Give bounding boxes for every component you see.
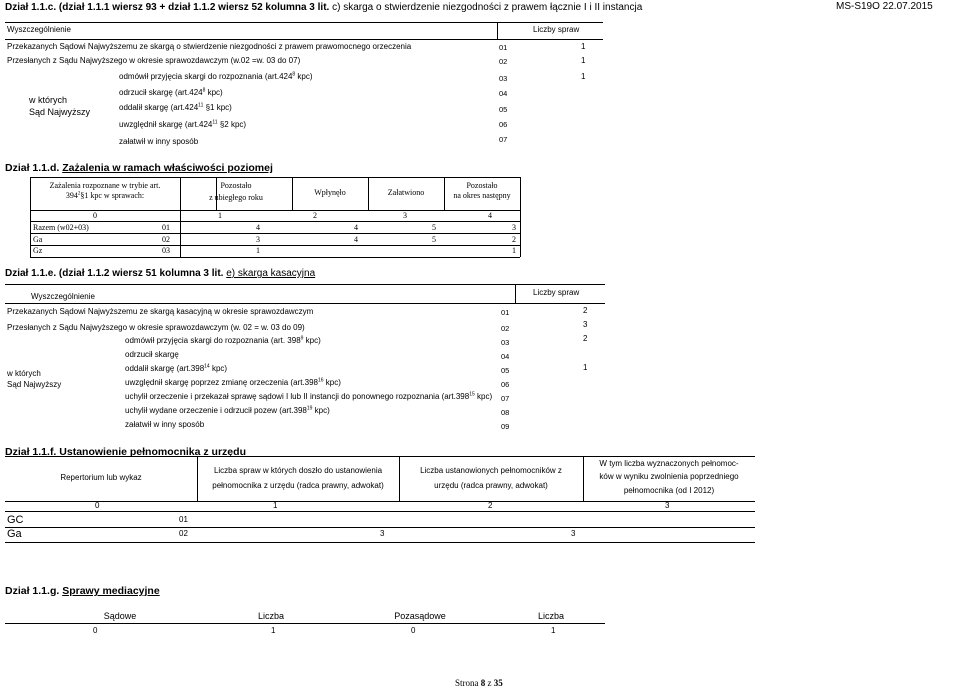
table-row-label: Przekazanych Sądowi Najwyższemu ze skargą kasacyjną w okresie sprawozdawczym xyxy=(7,307,314,316)
section-f-table xyxy=(5,456,755,542)
section-e-title: Dział 1.1.e. (dział 1.1.2 wiersz 51 kolumna 3 lit. e) skarga kasacyjna xyxy=(5,268,316,279)
row-value: 1 xyxy=(581,56,586,65)
section-c-table xyxy=(5,22,603,150)
table-row-label: odmówił przyjęcia skargi do rozpoznania (art.424$^8$ kpc) xyxy=(119,71,313,81)
header-cell: Wpłynęło xyxy=(314,188,346,197)
section-e-table xyxy=(5,284,605,432)
table-row-label: odmówił przyjęcia skargi do rozpoznania (art. $398^9$ kpc) xyxy=(125,335,321,345)
header-cell: pełnomocnika (od I 2012) xyxy=(623,486,715,495)
row-number: 06 xyxy=(501,380,510,389)
row-number: 03 xyxy=(162,246,170,255)
table-row-label: oddalił skargę (art.424$^{11}$ §1 kpc) xyxy=(119,102,232,112)
header-cell: $394^2\S 1$ kpc w sprawach: xyxy=(65,191,145,200)
column-number: 2 xyxy=(488,501,493,510)
header-cell: Zażalenia rozpoznane w trybie art. xyxy=(49,181,161,190)
document-code: MS-S19O 22.07.2015 xyxy=(836,1,933,12)
row-number: 03 xyxy=(499,74,508,83)
row-number: 05 xyxy=(501,366,510,375)
group-label: w których xyxy=(7,369,41,378)
column-header-label: Wyszczególnienie xyxy=(31,292,95,301)
header-cell: z ubiegłego roku xyxy=(209,193,263,202)
column-number: 1 xyxy=(273,501,278,510)
section-g-title: Dział 1.1.g. Sprawy mediacyjne xyxy=(5,585,160,597)
row-number: 02 xyxy=(501,324,510,333)
group-label: Sąd Najwyższy xyxy=(7,380,62,389)
header-cell: pełnomocnika z urzędu (radca prawny, adwokat) xyxy=(212,481,384,490)
section-g-table xyxy=(5,608,605,638)
cell-value: 1 xyxy=(271,626,276,635)
header-cell: Liczba ustanowionych pełnomocników z xyxy=(420,466,562,475)
table-row-label: Ga xyxy=(7,528,22,540)
table-row-label: Gz xyxy=(33,246,43,255)
table-row-label: uchylił wydane orzeczenie i odrzucił pozew (art.398$^{19}$ kpc) xyxy=(125,405,330,415)
header-cell: ków w wyniku zwolnienia poprzedniego xyxy=(599,472,739,481)
table-row-label: Przesłanych z Sądu Najwyższego w okresie sprawozdawczym (w.02 =w. 03 do 07) xyxy=(7,56,301,65)
header-cell: Repertorium lub wykaz xyxy=(60,473,142,482)
row-value: 1 xyxy=(581,72,586,81)
table-row-label: uchylił orzeczenie i przekazał sprawę sądowi I lub II instancji do ponownego rozpoznania (art.398$^{15}$ kpc) xyxy=(125,391,493,401)
column-number: 2 xyxy=(313,211,317,220)
header-cell: Pozasądowe xyxy=(394,611,446,621)
row-number: 01 xyxy=(162,223,170,232)
table-row-label: uwzględnił skargę poprzez zmianę orzeczenia (art.398$^{16}$ kpc) xyxy=(125,377,341,387)
table-row-label: załatwił w inny sposób xyxy=(119,137,199,146)
row-number: 09 xyxy=(501,422,510,431)
table-row-label: Przekazanych Sądowi Najwyższemu ze skargą o stwierdzenie niezgodności z prawem prawomocnego orzeczenia xyxy=(7,42,412,51)
column-number: 1 xyxy=(218,211,222,220)
column-number: 4 xyxy=(488,211,492,220)
cell-value: 3 xyxy=(380,529,385,538)
cell-value: 4 xyxy=(354,235,358,244)
row-number: 04 xyxy=(499,89,508,98)
table-row-label: GC xyxy=(7,514,24,526)
cell-value: 3 xyxy=(256,235,260,244)
cell-value: 1 xyxy=(256,246,260,255)
cell-value: 3 xyxy=(571,529,576,538)
row-value: 3 xyxy=(583,320,588,329)
header-cell: Pozostało xyxy=(220,181,252,190)
table-row-label: Przesłanych z Sądu Najwyższego w okresie sprawozdawczym (w. 02 = w. 03 do 09) xyxy=(7,323,305,332)
column-header-value: Liczby spraw xyxy=(533,25,580,34)
row-value: 2 xyxy=(583,334,588,343)
row-number: 01 xyxy=(179,515,188,524)
row-number: 07 xyxy=(499,135,508,144)
cell-value: 0 xyxy=(411,626,416,635)
row-number: 07 xyxy=(501,394,510,403)
column-number: 0 xyxy=(93,211,97,220)
row-number: 02 xyxy=(162,235,170,244)
column-number: 3 xyxy=(665,501,670,510)
row-number: 01 xyxy=(499,43,508,52)
table-row-label: Razem (w02+03) xyxy=(33,223,89,232)
table-row-label: odrzucił skargę xyxy=(125,350,179,359)
header-cell: na okres następny xyxy=(453,191,511,200)
header-cell: Pozostało xyxy=(466,181,498,190)
row-number: 05 xyxy=(499,105,508,114)
header-cell: Liczba xyxy=(257,611,284,621)
row-number: 02 xyxy=(179,529,188,538)
cell-value: 4 xyxy=(256,223,260,232)
header-cell: Liczba spraw w których doszło do ustanowienia xyxy=(213,466,383,475)
cell-value: 1 xyxy=(551,626,556,635)
header-cell: urzędu (radca prawny, adwokat) xyxy=(434,481,548,490)
cell-value: 5 xyxy=(432,223,436,232)
group-label: w których xyxy=(29,95,68,105)
header-cell: W tym liczba wyznaczonych pełnomoc- xyxy=(599,459,739,468)
section-c-title: Dział 1.1.c. (dział 1.1.1 wiersz 93 + dział 1.1.2 wiersz 52 kolumna 3 lit. c) skarga o stwierdzenie niezgodności z prawem łącznie I i II instancja xyxy=(5,2,643,13)
section-d-title: Dział 1.1.d. Zażalenia w ramach właściwości poziomej xyxy=(5,162,273,174)
cell-value: 0 xyxy=(93,626,98,635)
page-footer: Strona 8 z 35 xyxy=(455,678,503,688)
header-cell: Sądowe xyxy=(103,611,137,621)
row-value: 1 xyxy=(583,363,588,372)
header-cell: Załatwiono xyxy=(387,188,425,197)
section-f-title: Dział 1.1.f. Ustanowienie pełnomocnika z urzędu xyxy=(5,446,246,458)
row-number: 02 xyxy=(499,57,508,66)
column-header-label: Wyszczególnienie xyxy=(7,25,71,34)
header-cell: Liczba xyxy=(537,611,564,621)
column-number: 0 xyxy=(95,501,100,510)
cell-value: 2 xyxy=(512,235,516,244)
row-number: 01 xyxy=(501,308,510,317)
table-row-label: Ga xyxy=(33,235,43,244)
table-row-label: oddalił skargę (art.398$^{14}$ kpc) xyxy=(125,363,228,373)
group-label: Sąd Najwyższy xyxy=(29,107,91,117)
row-number: 08 xyxy=(501,408,510,417)
cell-value: 4 xyxy=(354,223,358,232)
row-number: 06 xyxy=(499,120,508,129)
row-number: 03 xyxy=(501,338,510,347)
row-number: 04 xyxy=(501,352,510,361)
cell-value: 1 xyxy=(512,246,516,255)
table-row-label: odrzucił skargę (art.424$^8$ kpc) xyxy=(119,87,223,97)
column-header-value: Liczby spraw xyxy=(533,288,580,297)
section-d-table xyxy=(30,177,520,257)
table-row-label: załatwił w inny sposób xyxy=(125,420,205,429)
table-row-label: uwzględnił skargę (art.424$^{11}$ §2 kpc) xyxy=(119,119,247,129)
cell-value: 5 xyxy=(432,235,436,244)
cell-value: 3 xyxy=(512,223,516,232)
column-number: 3 xyxy=(403,211,407,220)
row-value: 1 xyxy=(581,42,586,51)
row-value: 2 xyxy=(583,306,588,315)
